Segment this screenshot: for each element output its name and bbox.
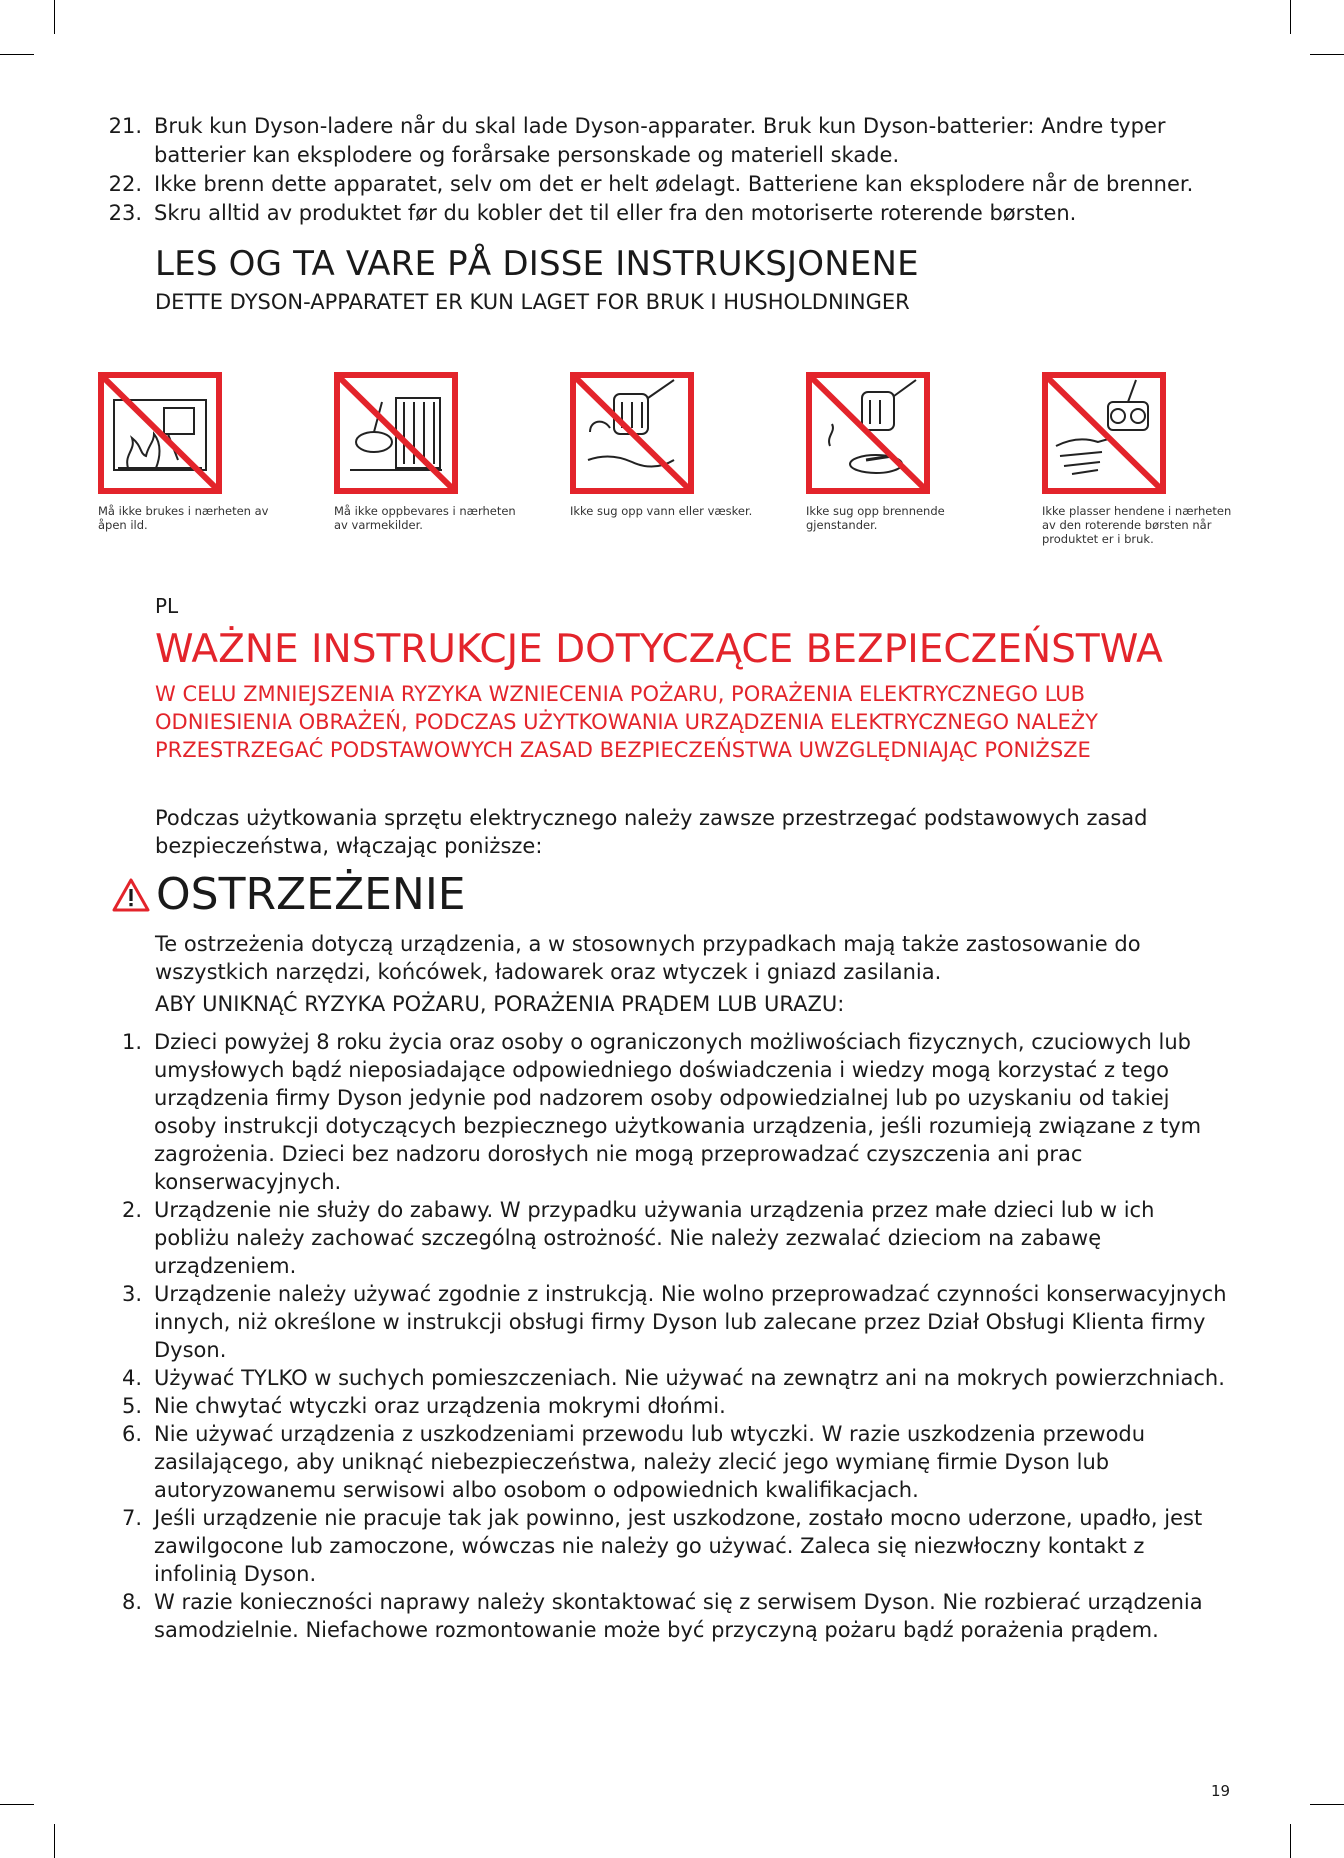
warning-note: Te ostrzeżenia dotyczą urządzenia, a w stosownych przypadkach mają także zastosowanie do wszystkich narzędzi, końcówek, ładowarek oraz wtyczek i gniazd zasilania. <box>155 932 1141 984</box>
pictogram-burning-objects <box>806 372 996 532</box>
list-item: 8. W razie konieczności naprawy należy skontaktować się z serwisem Dyson. Nie rozbierać urządzenia samodzielnie. Niefachowe rozmontowanie może być przyczyną pożaru bądź porażenia prądem. <box>121 1590 1203 1642</box>
list-item: 3. Urządzenie należy używać zgodnie z instrukcją. Nie wolno przeprowadzać czynności konserwacyjnych innych, niż określone w instrukcji obsługi firmy Dyson lub zalecane przez Dział Obsługi Klienta firmy Dyson. <box>121 1282 1227 1362</box>
safety-warning-text: W CELU ZMNIEJSZENIA RYZYKA WZNIECENIA POŻARU, PORAŻENIA ELEKTRYCZNEGO LUB ODNIESIENIA OBRAŻEŃ, PODCZAS UŻYTKOWANIA URZĄDZENIA ELEKTRYCZNEGO NALEŻY PRZESTRZEGAĆ PODSTAWOWYCH ZASAD BEZPIECZEŃSTWA UWZGLĘDNIAJĄC PONIŻSZE <box>155 682 1099 762</box>
list-item: 2. Urządzenie nie służy do zabawy. W przypadku używania urządzenia przez małe dzieci lub w ich pobliżu należy zachować szczególną ostrożność. Nie należy zezwalać dzieciom na zabawę urządzeniem. <box>121 1198 1155 1278</box>
warning-heading <box>112 868 466 922</box>
list-item: 6. Nie używać urządzenia z uszkodzeniami przewodu lub wtyczki. W razie uszkodzenia przewodu zasilającego, aby uniknąć niebezpieczeństwa, należy zlecić jego wymianę firmie Dyson lub autoryzowanemu serwisowi albo osobom o odpowiednich kwalifikacjach. <box>121 1422 1146 1502</box>
list-item: 7. Jeśli urządzenie nie pracuje tak jak powinno, jest uszkodzone, zostało mocno uderzone, upadło, jest zawilgocone lub zamoczone, wówczas nie należy go używać. Zaleca się niezwłoczny kontakt z infolinią Dyson. <box>121 1506 1203 1586</box>
no-burning-objects-icon <box>806 372 930 494</box>
list-item: 22. Ikke brenn dette apparatet, selv om det er helt ødelagt. Batteriene kan eksplodere når de brenner. <box>108 172 1194 196</box>
pictogram-open-fire <box>98 372 288 532</box>
list-item-text: Bruk kun Dyson-ladere når du skal lade Dyson-apparater. Bruk kun Dyson-batterier: Andre typer batterier kan eksplodere og forårsake personskade og materiell skade. <box>154 114 1166 167</box>
list-item-text: Urządzenie nie służy do zabawy. W przypadku używania urządzenia przez małe dzieci lub w ich pobliżu należy zachować szczególną ostrożność. Nie należy zezwalać dzieciom na zabawę urządzeniem. <box>154 1198 1155 1278</box>
crop-mark <box>1290 0 1291 34</box>
list-item-text: Nie używać urządzenia z uszkodzeniami przewodu lub wtyczki. W razie uszkodzenia przewodu zasilającego, aby uniknąć niebezpieczeństwa, należy zlecić jego wymianę firmie Dyson lub autoryzowanemu serwisowi albo osobom o odpowiednich kwalifikacjach. <box>154 1422 1146 1502</box>
pictogram-heat-source <box>334 372 524 532</box>
pictogram-caption: Må ikke brukes i nærheten av åpen ild. <box>98 504 269 532</box>
no-water-icon <box>570 372 694 494</box>
warning-heading-text: OSTRZEŻENIE <box>156 869 466 920</box>
crop-mark <box>1310 54 1344 55</box>
list-item: 23. Skru alltid av produktet før du kobler det til eller fra den motoriserte roterende børsten. <box>108 201 1077 225</box>
intro-paragraph: Podczas użytkowania sprzętu elektrycznego należy zawsze przestrzegać podstawowych zasad bezpieczeństwa, włączając poniższe: <box>155 806 1148 858</box>
crop-mark <box>54 1824 55 1858</box>
list-item-text: Używać TYLKO w suchych pomieszczeniach. Nie używać na zewnątrz ani na mokrych powierzchniach. <box>154 1366 1225 1390</box>
list-item-text: Nie chwytać wtyczki oraz urządzenia mokrymi dłońmi. <box>154 1394 726 1418</box>
pictogram-hands-brush <box>1042 372 1232 546</box>
list-item: 1. Dzieci powyżej 8 roku życia oraz osoby o ograniczonych możliwościach fizycznych, czuciowych lub umysłowych bądź nieposiadające odpowiedniego doświadczenia i wiedzy mogą korzystać z tego urządzenia firmy Dyson jedynie pod nadzorem osoby odpowiedzialnej lub po uzyskaniu od takiej osoby instrukcji dotyczących bezpiecznego użytkowania urządzenia, jeśli rozumieją związane z tym zagrożenia. Dzieci bez nadzoru dorosłych nie mogą przeprowadzać czyszczenia ani prac konserwacyjnych. <box>121 1030 1202 1194</box>
language-label: PL <box>155 594 179 618</box>
warning-subheading: ABY UNIKNĄĆ RYZYKA POŻARU, PORAŻENIA PRĄDEM LUB URAZU: <box>155 992 845 1016</box>
list-item-text: Jeśli urządzenie nie pracuje tak jak powinno, jest uszkodzone, zostało mocno uderzone, upadło, jest zawilgocone lub zamoczone, wówczas nie należy go używać. Zaleca się niezwłoczny kontakt z infolinią Dyson. <box>154 1506 1203 1586</box>
list-item-text: Ikke brenn dette apparatet, selv om det er helt ødelagt. Batteriene kan eksplodere når de brenner. <box>154 172 1194 196</box>
polish-instructions-list <box>98 1028 1228 1644</box>
list-item-text: Skru alltid av produktet før du kobler det til eller fra den motoriserte roterende børsten. <box>154 201 1077 225</box>
pictogram-caption: Ikke sug opp vann eller væsker. <box>570 504 753 518</box>
crop-mark <box>1290 1824 1291 1858</box>
list-item-text: Urządzenie należy używać zgodnie z instrukcją. Nie wolno przeprowadzać czynności konserwacyjnych innych, niż określone w instrukcji obsługi firmy Dyson lub zalecane przez Dział Obsługi Klienta firmy Dyson. <box>154 1282 1227 1362</box>
warning-triangle-icon <box>112 878 150 912</box>
pictogram-caption: Må ikke oppbevares i nærheten av varmekilder. <box>334 504 516 532</box>
page-number: 19 <box>1211 1782 1231 1800</box>
no-open-fire-icon <box>98 372 222 494</box>
pictogram-caption: Ikke sug opp brennende gjenstander. <box>806 504 945 532</box>
norwegian-subtitle: DETTE DYSON-APPARATET ER KUN LAGET FOR BRUK I HUSHOLDNINGER <box>155 290 910 314</box>
list-item: 21. Bruk kun Dyson-ladere når du skal lade Dyson-apparater. Bruk kun Dyson-batterier: Andre typer batterier kan eksplodere og forårsake personskade og materiell skade. <box>108 114 1166 167</box>
pictogram-water <box>570 372 760 518</box>
crop-mark <box>54 0 55 34</box>
pictogram-caption: Ikke plasser hendene i nærheten av den roterende børsten når produktet er i bruk. <box>1042 504 1232 546</box>
list-item: 5. Nie chwytać wtyczki oraz urządzenia mokrymi dłońmi. <box>121 1394 726 1418</box>
list-item-text: Dzieci powyżej 8 roku życia oraz osoby o ograniczonych możliwościach fizycznych, czuciowych lub umysłowych bądź nieposiadające odpowiedniego doświadczenia i wiedzy mogą korzystać z tego urządzenia firmy Dyson jedynie pod nadzorem osoby odpowiedzialnej lub po uzyskaniu od takiej osoby instrukcji dotyczących bezpiecznego użytkowania urządzenia, jeśli rozumieją związane z tym zagrożenia. Dzieci bez nadzoru dorosłych nie mogą przeprowadzać czyszczenia ani prac konserwacyjnych. <box>154 1030 1202 1194</box>
norwegian-instructions-list <box>98 112 1258 228</box>
no-heat-source-icon <box>334 372 458 494</box>
crop-mark <box>0 1804 34 1805</box>
norwegian-title: LES OG TA VARE PÅ DISSE INSTRUKSJONENE <box>155 244 919 284</box>
list-item: 4. Używać TYLKO w suchych pomieszczeniach. Nie używać na zewnątrz ani na mokrych powierzchniach. <box>121 1366 1225 1390</box>
crop-mark <box>1310 1804 1344 1805</box>
page-title: WAŻNE INSTRUKCJE DOTYCZĄCE BEZPIECZEŃSTWA <box>155 627 1163 672</box>
no-hands-brush-icon <box>1042 372 1166 494</box>
list-item-text: W razie konieczności naprawy należy skontaktować się z serwisem Dyson. Nie rozbierać urządzenia samodzielnie. Niefachowe rozmontowanie może być przyczyną pożaru bądź porażenia prądem. <box>154 1590 1203 1642</box>
crop-mark <box>0 54 34 55</box>
